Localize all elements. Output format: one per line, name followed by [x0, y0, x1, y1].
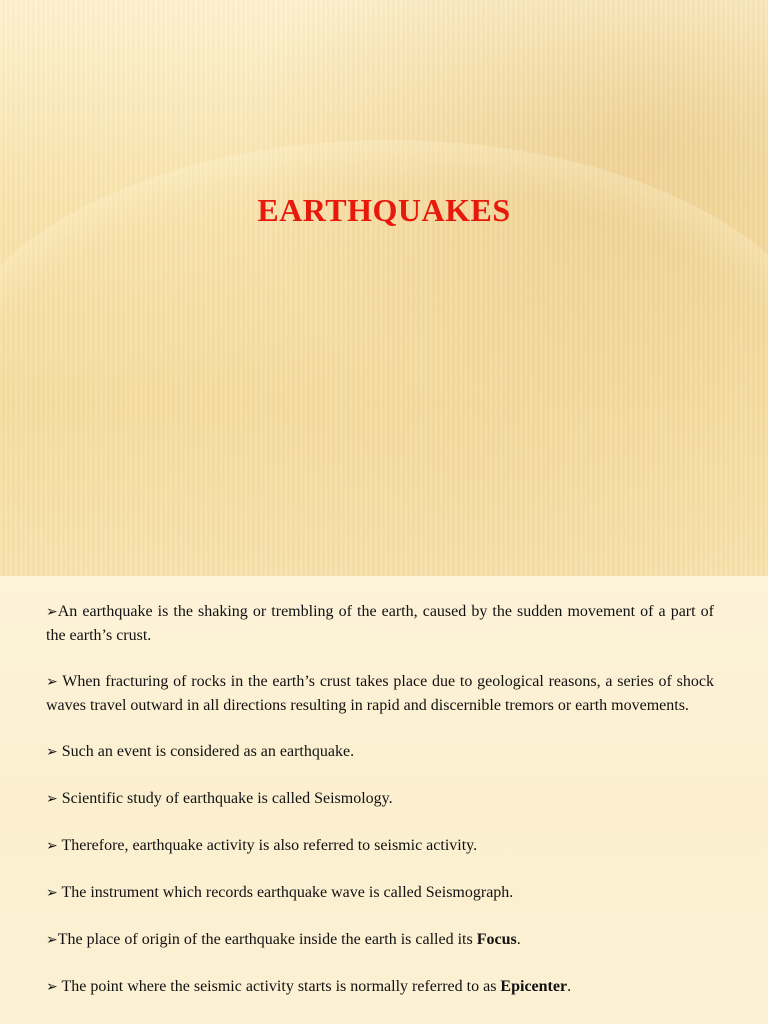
arrow-bullet-icon: ➢	[46, 604, 58, 620]
bullet-keyword: Epicenter	[500, 978, 568, 995]
bullet-punctuation: .	[567, 978, 572, 995]
arrow-bullet-icon: ➢	[46, 744, 58, 760]
arrow-bullet-icon: ➢	[46, 674, 58, 690]
arrow-bullet-icon: ➢	[46, 838, 58, 854]
bullet-keyword: Focus	[476, 931, 517, 948]
arrow-bullet-icon: ➢	[46, 979, 58, 995]
bullet-item	[46, 787, 714, 811]
arrow-bullet-icon: ➢	[46, 932, 58, 948]
bullet-item	[46, 928, 714, 952]
arrow-bullet-icon: ➢	[46, 791, 58, 807]
bullet-item	[46, 600, 714, 647]
bullet-text: Such an event is considered as an earthquake.	[57, 743, 355, 760]
bullet-item	[46, 740, 714, 764]
bullet-list	[46, 600, 714, 1022]
bullet-item	[46, 975, 714, 999]
bullet-text: When fracturing of rocks in the earth’s crust takes place due to geological reasons, a series of shock waves travel outward in all directions resulting in rapid and discernible tremors or earth movements.	[46, 673, 714, 714]
bullet-item	[46, 881, 714, 905]
slide-title: EARTHQUAKES	[257, 192, 511, 228]
bullet-text: The point where the seismic activity starts is normally referred to as	[57, 978, 501, 995]
bullet-item	[46, 834, 714, 858]
bullet-text: An earthquake is the shaking or trembling of the earth, caused by the sudden movement of a part of the earth’s crust.	[46, 603, 714, 644]
arrow-bullet-icon: ➢	[46, 885, 58, 901]
bullet-text: Scientific study of earthquake is called Seismology.	[57, 790, 393, 807]
bullet-text: The place of origin of the earthquake inside the earth is called its	[57, 931, 477, 948]
bullet-punctuation: .	[516, 931, 521, 948]
bullet-text: Therefore, earthquake activity is also referred to seismic activity.	[57, 837, 478, 854]
bullet-text: The instrument which records earthquake wave is called Seismograph.	[57, 884, 514, 901]
bullet-item	[46, 670, 714, 717]
